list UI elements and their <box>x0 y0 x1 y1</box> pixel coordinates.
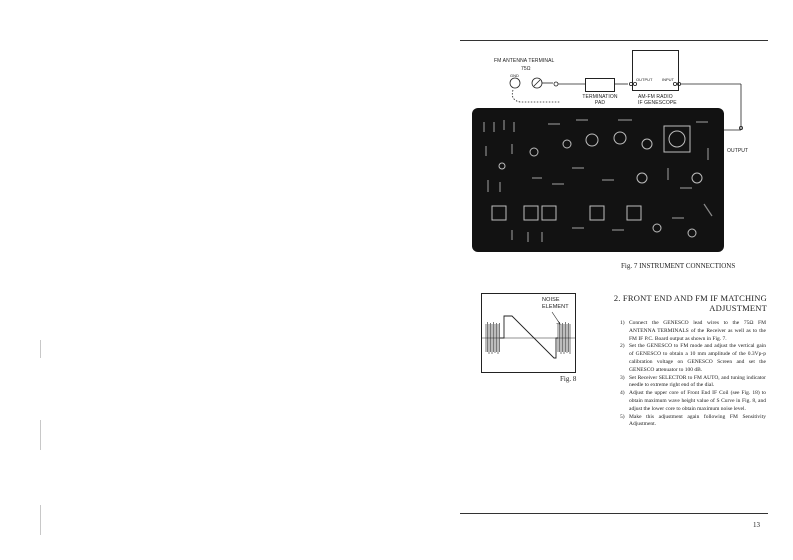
step-item <box>620 390 766 413</box>
step-item <box>620 375 766 391</box>
section-title: 2. FRONT END AND FM IF MATCHING ADJUSTMENT <box>613 293 767 313</box>
fig8-s-curve <box>481 293 576 373</box>
genescope-box <box>632 50 679 91</box>
noise-element-label: NOISE ELEMENT <box>542 297 569 310</box>
step-text: Connect the GENESCO lead wires to the 75Ω FM ANTENNA TERMINALS of the Receiver as well as to the FM IF P.C. Board output as shown in Fig. 7. <box>629 320 766 342</box>
pc-board-photo <box>472 108 724 252</box>
step-text: Adjust the upper core of Front End IF Coil (see Fig. 18) to obtain maximum wave height value of S Curve in Fig. 8, and adjust the lower core to obtain maximum noise level. <box>629 390 766 412</box>
step-text: Set the GENESCO to FM mode and adjust the vertical gain of GENESCO to obtain a 10 mm amplitude of the 0.3Vp-p calibration voltage on GENESCO Screen and set the GENESCO attenuator to 100 dB. <box>629 343 766 373</box>
fig8-caption: Fig. 8 <box>560 375 577 383</box>
step-number: 2) <box>620 343 625 350</box>
genescope-input-label: INPUT <box>662 77 674 82</box>
adjustment-steps <box>620 320 766 429</box>
top-rule <box>460 40 768 41</box>
gnd-label: GND <box>510 73 519 78</box>
antenna-terminal-icon <box>532 78 542 88</box>
pc-board-components <box>472 108 724 252</box>
lead-clip-icon <box>554 82 558 86</box>
scan-mark <box>40 505 41 535</box>
step-item <box>620 343 766 374</box>
step-number: 5) <box>620 413 625 420</box>
step-number: 1) <box>620 320 625 326</box>
scan-mark <box>40 340 41 358</box>
gnd-terminal-icon <box>510 78 520 88</box>
step-number: 3) <box>620 374 625 381</box>
scan-mark <box>40 420 41 450</box>
bottom-rule <box>460 513 768 514</box>
step-text: Set Receiver SELECTOR to FM AUTO, and tuning indicator needle to extreme right end of the dial. <box>629 374 766 389</box>
page-number: 13 <box>753 521 760 529</box>
fig7-caption: Fig. 7 INSTRUMENT CONNECTIONS <box>621 262 736 270</box>
step-item <box>620 320 766 343</box>
step-text: Make this adjustment again following FM Sensitivity Adjustment. <box>629 413 766 428</box>
termination-pad-label: TERMINATION PAD <box>582 94 618 106</box>
step-number: 4) <box>620 390 625 397</box>
impedance-label: 75Ω <box>521 66 531 72</box>
genescope-label: AM-FM RADIO IF GENESCOPE <box>638 94 677 106</box>
step-item <box>620 414 766 430</box>
board-output-label: OUTPUT <box>727 148 749 154</box>
termination-pad-box <box>585 78 615 92</box>
fm-antenna-terminal-label: FM ANTENNA TERMINAL <box>494 58 555 64</box>
genescope-output-label: OUTPUT <box>636 77 653 82</box>
